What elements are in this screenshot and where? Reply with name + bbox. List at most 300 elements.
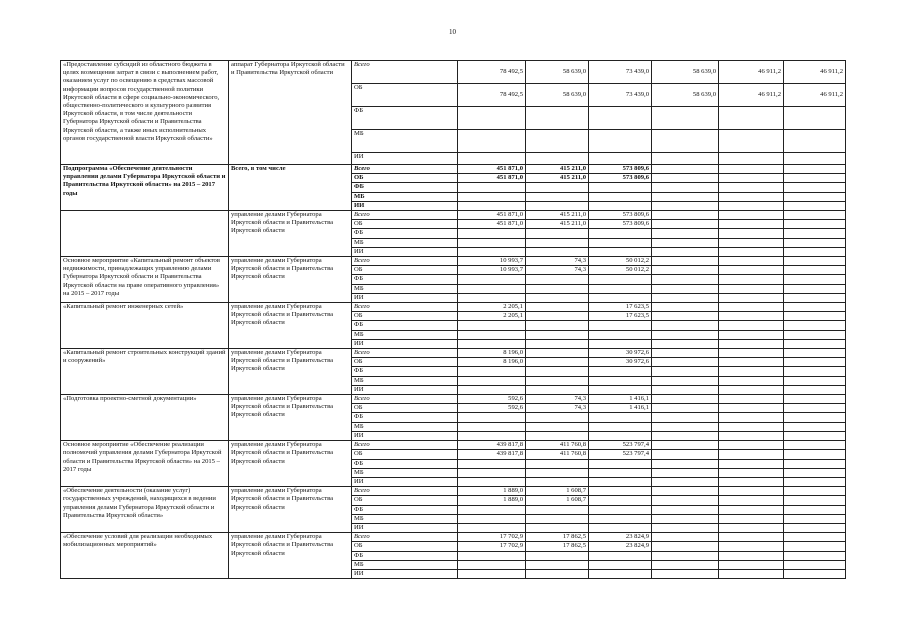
- amount-cell: [526, 551, 589, 560]
- measure-name-cell: [61, 211, 229, 257]
- funding-source-cell: ИИ: [352, 569, 458, 578]
- amount-cell: [652, 542, 719, 551]
- amount-cell: [652, 385, 719, 394]
- amount-cell: [458, 385, 526, 394]
- amount-cell: [719, 459, 784, 468]
- page-number: 10: [449, 28, 456, 36]
- table-row: [61, 61, 846, 84]
- amount-cell: [589, 107, 652, 130]
- amount-cell: [719, 238, 784, 247]
- funding-source-cell: ФБ: [352, 459, 458, 468]
- amount-cell: [526, 468, 589, 477]
- amount-cell: [589, 496, 652, 505]
- amount-cell: [458, 459, 526, 468]
- amount-cell: [652, 533, 719, 542]
- amount-cell: 415 211,0: [526, 165, 589, 174]
- executor-cell: управление делами Губернатора Иркутской области и Правительства Иркутской области: [229, 441, 352, 487]
- amount-cell: [652, 284, 719, 293]
- amount-cell: [652, 413, 719, 422]
- amount-cell: [589, 477, 652, 486]
- amount-cell: [719, 165, 784, 174]
- amount-cell: [652, 238, 719, 247]
- funding-source-cell: ОБ: [352, 404, 458, 413]
- amount-cell: [719, 107, 784, 130]
- amount-cell: [652, 367, 719, 376]
- amount-cell: [719, 487, 784, 496]
- measure-name-cell: «Капитальный ремонт инженерных сетей»: [61, 303, 229, 349]
- measure-name-cell: Основное мероприятие «Обеспечение реализации полномочий управления делами Губернатора Иркутской области и Правительства Иркутской области» на 2015 – 2017 годы: [61, 441, 229, 487]
- amount-cell: [784, 130, 846, 153]
- amount-cell: 58 639,0: [526, 84, 589, 107]
- funding-source-cell: МБ: [352, 376, 458, 385]
- amount-cell: [526, 201, 589, 210]
- amount-cell: 23 824,9: [589, 533, 652, 542]
- amount-cell: [589, 238, 652, 247]
- amount-cell: 451 871,0: [458, 174, 526, 183]
- amount-cell: [719, 321, 784, 330]
- funding-source-cell: ОБ: [352, 84, 458, 107]
- executor-cell: управление делами Губернатора Иркутской области и Правительства Иркутской области: [229, 257, 352, 303]
- amount-cell: [719, 174, 784, 183]
- amount-cell: 23 824,9: [589, 542, 652, 551]
- amount-cell: 17 862,5: [526, 542, 589, 551]
- amount-cell: [652, 174, 719, 183]
- amount-cell: [526, 514, 589, 523]
- amount-cell: 592,6: [458, 404, 526, 413]
- amount-cell: 573 809,6: [589, 165, 652, 174]
- amount-cell: [652, 330, 719, 339]
- amount-cell: [589, 413, 652, 422]
- amount-cell: [719, 330, 784, 339]
- funding-source-cell: Всего: [352, 257, 458, 266]
- amount-cell: [589, 229, 652, 238]
- amount-cell: [784, 404, 846, 413]
- amount-cell: [784, 201, 846, 210]
- funding-source-cell: ФБ: [352, 229, 458, 238]
- amount-cell: [719, 385, 784, 394]
- measure-name-cell: Основное мероприятие «Капитальный ремонт объектов недвижимости, принадлежащих управлению делами Губернатора Иркутской области и Правительства Иркутской области на праве оперативного управления» на 2015 – 2017 годы: [61, 257, 229, 303]
- amount-cell: [784, 293, 846, 302]
- amount-cell: [652, 395, 719, 404]
- amount-cell: [589, 339, 652, 348]
- funding-source-cell: МБ: [352, 560, 458, 569]
- amount-cell: [526, 130, 589, 153]
- amount-cell: [784, 514, 846, 523]
- funding-source-cell: МБ: [352, 330, 458, 339]
- amount-cell: 17 702,9: [458, 533, 526, 542]
- amount-cell: [652, 229, 719, 238]
- amount-cell: [784, 107, 846, 130]
- amount-cell: [719, 431, 784, 440]
- amount-cell: [526, 247, 589, 256]
- amount-cell: 74,3: [526, 395, 589, 404]
- funding-source-cell: МБ: [352, 192, 458, 201]
- funding-source-cell: ФБ: [352, 505, 458, 514]
- amount-cell: [652, 257, 719, 266]
- amount-cell: [784, 174, 846, 183]
- executor-cell: управление делами Губернатора Иркутской области и Правительства Иркутской области: [229, 533, 352, 579]
- amount-cell: [458, 247, 526, 256]
- amount-cell: [652, 551, 719, 560]
- amount-cell: 17 623,5: [589, 303, 652, 312]
- funding-source-cell: ИИ: [352, 247, 458, 256]
- amount-cell: [784, 303, 846, 312]
- amount-cell: [652, 523, 719, 532]
- amount-cell: [526, 431, 589, 440]
- amount-cell: [652, 266, 719, 275]
- amount-cell: [458, 560, 526, 569]
- amount-cell: [458, 293, 526, 302]
- amount-cell: [719, 211, 784, 220]
- amount-cell: [652, 107, 719, 130]
- amount-cell: [526, 349, 589, 358]
- amount-cell: 439 817,8: [458, 441, 526, 450]
- measure-name-cell: Подпрограмма «Обеспечение деятельности управления делами Губернатора Иркутской области и Правительства Иркутской области» на 2015 – 2017 годы: [61, 165, 229, 211]
- amount-cell: [652, 487, 719, 496]
- amount-cell: [784, 533, 846, 542]
- funding-source-cell: ОБ: [352, 450, 458, 459]
- amount-cell: [784, 153, 846, 165]
- amount-cell: 451 871,0: [458, 211, 526, 220]
- amount-cell: 58 639,0: [652, 84, 719, 107]
- amount-cell: 50 012,2: [589, 257, 652, 266]
- amount-cell: 1 416,1: [589, 404, 652, 413]
- amount-cell: [784, 450, 846, 459]
- funding-source-cell: Всего: [352, 487, 458, 496]
- amount-cell: 30 972,6: [589, 358, 652, 367]
- amount-cell: [458, 514, 526, 523]
- amount-cell: 439 817,8: [458, 450, 526, 459]
- amount-cell: [458, 477, 526, 486]
- amount-cell: [526, 459, 589, 468]
- amount-cell: [719, 533, 784, 542]
- funding-source-cell: ИИ: [352, 523, 458, 532]
- funding-source-cell: ИИ: [352, 477, 458, 486]
- amount-cell: 17 623,5: [589, 312, 652, 321]
- amount-cell: 10 993,7: [458, 266, 526, 275]
- amount-cell: [589, 321, 652, 330]
- amount-cell: [526, 293, 589, 302]
- amount-cell: [526, 321, 589, 330]
- amount-cell: 74,3: [526, 404, 589, 413]
- amount-cell: [526, 569, 589, 578]
- amount-cell: [589, 192, 652, 201]
- amount-cell: 10 993,7: [458, 257, 526, 266]
- amount-cell: 73 439,0: [589, 84, 652, 107]
- funding-source-cell: МБ: [352, 284, 458, 293]
- amount-cell: [784, 358, 846, 367]
- amount-cell: [589, 293, 652, 302]
- amount-cell: [458, 321, 526, 330]
- amount-cell: [784, 220, 846, 229]
- amount-cell: 1 889,0: [458, 496, 526, 505]
- amount-cell: 415 211,0: [526, 220, 589, 229]
- funding-source-cell: ФБ: [352, 367, 458, 376]
- amount-cell: [458, 330, 526, 339]
- amount-cell: [719, 339, 784, 348]
- funding-source-cell: Всего: [352, 533, 458, 542]
- funding-source-cell: Всего: [352, 61, 458, 84]
- amount-cell: [719, 220, 784, 229]
- amount-cell: [526, 275, 589, 284]
- funding-source-cell: ФБ: [352, 275, 458, 284]
- amount-cell: [784, 431, 846, 440]
- amount-cell: [589, 431, 652, 440]
- amount-cell: [784, 496, 846, 505]
- amount-cell: [458, 339, 526, 348]
- amount-cell: [526, 523, 589, 532]
- funding-source-cell: ОБ: [352, 496, 458, 505]
- table-row: [61, 257, 846, 266]
- amount-cell: [784, 367, 846, 376]
- amount-cell: 50 012,2: [589, 266, 652, 275]
- amount-cell: [589, 459, 652, 468]
- amount-cell: [784, 165, 846, 174]
- amount-cell: 1 608,7: [526, 487, 589, 496]
- amount-cell: [458, 183, 526, 192]
- measure-name-cell: «Подготовка проектно-сметной документации»: [61, 395, 229, 441]
- amount-cell: [589, 551, 652, 560]
- amount-cell: [526, 153, 589, 165]
- amount-cell: 2 205,1: [458, 303, 526, 312]
- amount-cell: [719, 293, 784, 302]
- executor-cell: аппарат Губернатора Иркутской области и Правительства Иркутской области: [229, 61, 352, 165]
- amount-cell: [719, 560, 784, 569]
- amount-cell: [652, 441, 719, 450]
- amount-cell: [719, 303, 784, 312]
- amount-cell: [589, 367, 652, 376]
- amount-cell: [784, 395, 846, 404]
- amount-cell: [458, 413, 526, 422]
- funding-source-cell: ФБ: [352, 107, 458, 130]
- amount-cell: [719, 523, 784, 532]
- amount-cell: 573 809,6: [589, 174, 652, 183]
- amount-cell: [784, 459, 846, 468]
- amount-cell: [652, 560, 719, 569]
- amount-cell: [719, 275, 784, 284]
- amount-cell: 8 196,0: [458, 349, 526, 358]
- amount-cell: [526, 560, 589, 569]
- amount-cell: [458, 431, 526, 440]
- amount-cell: [589, 275, 652, 284]
- measure-name-cell: «Капитальный ремонт строительных конструкций зданий и сооружений»: [61, 349, 229, 395]
- amount-cell: 1 608,7: [526, 496, 589, 505]
- amount-cell: 74,3: [526, 257, 589, 266]
- amount-cell: [652, 422, 719, 431]
- executor-cell: управление делами Губернатора Иркутской области и Правительства Иркутской области: [229, 303, 352, 349]
- amount-cell: [784, 229, 846, 238]
- amount-cell: [719, 192, 784, 201]
- amount-cell: [784, 376, 846, 385]
- amount-cell: [784, 183, 846, 192]
- amount-cell: [589, 523, 652, 532]
- amount-cell: [784, 523, 846, 532]
- amount-cell: [652, 192, 719, 201]
- funding-source-cell: Всего: [352, 211, 458, 220]
- amount-cell: 573 809,6: [589, 211, 652, 220]
- amount-cell: [458, 367, 526, 376]
- amount-cell: [719, 183, 784, 192]
- funding-source-cell: МБ: [352, 130, 458, 153]
- amount-cell: 46 911,2: [784, 61, 846, 84]
- executor-cell: Всего, в том числе: [229, 165, 352, 211]
- funding-source-cell: ИИ: [352, 201, 458, 210]
- amount-cell: 415 211,0: [526, 174, 589, 183]
- amount-cell: 411 760,8: [526, 450, 589, 459]
- amount-cell: [652, 339, 719, 348]
- amount-cell: [526, 413, 589, 422]
- amount-cell: [719, 284, 784, 293]
- amount-cell: [652, 376, 719, 385]
- amount-cell: [784, 247, 846, 256]
- amount-cell: [458, 153, 526, 165]
- funding-source-cell: ИИ: [352, 385, 458, 394]
- amount-cell: [652, 312, 719, 321]
- amount-cell: [719, 514, 784, 523]
- amount-cell: [458, 468, 526, 477]
- amount-cell: 78 492,5: [458, 61, 526, 84]
- amount-cell: [719, 266, 784, 275]
- amount-cell: [719, 450, 784, 459]
- amount-cell: [784, 505, 846, 514]
- funding-source-cell: Всего: [352, 349, 458, 358]
- funding-source-cell: ОБ: [352, 266, 458, 275]
- funding-source-cell: ОБ: [352, 174, 458, 183]
- amount-cell: [784, 560, 846, 569]
- amount-cell: [784, 487, 846, 496]
- funding-source-cell: ФБ: [352, 413, 458, 422]
- amount-cell: [458, 107, 526, 130]
- amount-cell: [458, 523, 526, 532]
- amount-cell: [458, 569, 526, 578]
- amount-cell: [719, 312, 784, 321]
- executor-cell: управление делами Губернатора Иркутской области и Правительства Иркутской области: [229, 211, 352, 257]
- amount-cell: 73 439,0: [589, 61, 652, 84]
- funding-source-cell: ФБ: [352, 551, 458, 560]
- amount-cell: [784, 422, 846, 431]
- amount-cell: [526, 339, 589, 348]
- amount-cell: [784, 339, 846, 348]
- amount-cell: [719, 153, 784, 165]
- amount-cell: [652, 349, 719, 358]
- amount-cell: [526, 183, 589, 192]
- amount-cell: [652, 220, 719, 229]
- amount-cell: 523 797,4: [589, 441, 652, 450]
- amount-cell: [784, 385, 846, 394]
- amount-cell: [526, 330, 589, 339]
- amount-cell: 592,6: [458, 395, 526, 404]
- amount-cell: [458, 238, 526, 247]
- amount-cell: [458, 376, 526, 385]
- amount-cell: [719, 413, 784, 422]
- funding-source-cell: Всего: [352, 303, 458, 312]
- amount-cell: [784, 275, 846, 284]
- amount-cell: [589, 560, 652, 569]
- amount-cell: [526, 505, 589, 514]
- amount-cell: 46 911,2: [719, 84, 784, 107]
- amount-cell: [458, 229, 526, 238]
- amount-cell: [652, 431, 719, 440]
- amount-cell: [526, 422, 589, 431]
- amount-cell: [652, 247, 719, 256]
- amount-cell: 411 760,8: [526, 441, 589, 450]
- amount-cell: [719, 569, 784, 578]
- amount-cell: [526, 385, 589, 394]
- amount-cell: 2 205,1: [458, 312, 526, 321]
- amount-cell: 451 871,0: [458, 220, 526, 229]
- amount-cell: [652, 211, 719, 220]
- amount-cell: [652, 404, 719, 413]
- funding-source-cell: Всего: [352, 441, 458, 450]
- amount-cell: [719, 422, 784, 431]
- amount-cell: [652, 153, 719, 165]
- amount-cell: [719, 349, 784, 358]
- amount-cell: 1 889,0: [458, 487, 526, 496]
- amount-cell: [652, 165, 719, 174]
- amount-cell: [589, 330, 652, 339]
- amount-cell: [652, 505, 719, 514]
- measure-name-cell: «Обеспечение условий для реализации необходимых мобилизационных мероприятий»: [61, 533, 229, 579]
- executor-cell: управление делами Губернатора Иркутской области и Правительства Иркутской области: [229, 395, 352, 441]
- measure-name-cell: «Предоставление субсидий из областного бюджета в целях возмещения затрат в связи с выполнением работ, оказанием услуг по освещению в средствах массовой информации вопросов государственной политики Иркутской области в сфере социально-экономического, общественно-политического и культурного развития Иркутской области, в том числе деятельности Губернатора Иркутской области и Правительства Иркутской области, а также иных исполнительных органов государственной власти Иркутской области»: [61, 61, 229, 165]
- amount-cell: [652, 468, 719, 477]
- amount-cell: [458, 201, 526, 210]
- amount-cell: 58 639,0: [526, 61, 589, 84]
- amount-cell: [589, 376, 652, 385]
- amount-cell: [589, 487, 652, 496]
- amount-cell: [589, 468, 652, 477]
- amount-cell: 78 492,5: [458, 84, 526, 107]
- amount-cell: [458, 551, 526, 560]
- amount-cell: [526, 192, 589, 201]
- funding-source-cell: ИИ: [352, 339, 458, 348]
- table-row: [61, 487, 846, 496]
- amount-cell: 58 639,0: [652, 61, 719, 84]
- amount-cell: 451 871,0: [458, 165, 526, 174]
- table-row: [61, 211, 846, 220]
- amount-cell: [719, 229, 784, 238]
- amount-cell: [784, 238, 846, 247]
- funding-source-cell: ИИ: [352, 153, 458, 165]
- funding-source-cell: ОБ: [352, 542, 458, 551]
- table-row: [61, 349, 846, 358]
- funding-source-cell: МБ: [352, 422, 458, 431]
- amount-cell: [526, 367, 589, 376]
- amount-cell: [526, 303, 589, 312]
- amount-cell: [784, 468, 846, 477]
- amount-cell: [784, 284, 846, 293]
- amount-cell: 573 809,6: [589, 220, 652, 229]
- amount-cell: [719, 441, 784, 450]
- amount-cell: [784, 257, 846, 266]
- amount-cell: [652, 358, 719, 367]
- funding-source-cell: ОБ: [352, 312, 458, 321]
- amount-cell: [719, 358, 784, 367]
- amount-cell: [719, 477, 784, 486]
- amount-cell: [652, 514, 719, 523]
- amount-cell: [652, 459, 719, 468]
- table-row: [61, 303, 846, 312]
- amount-cell: [589, 505, 652, 514]
- amount-cell: [652, 569, 719, 578]
- amount-cell: [784, 569, 846, 578]
- funding-source-cell: ОБ: [352, 358, 458, 367]
- executor-cell: управление делами Губернатора Иркутской области и Правительства Иркутской области: [229, 349, 352, 395]
- amount-cell: [719, 551, 784, 560]
- amount-cell: [589, 514, 652, 523]
- table-row: [61, 165, 846, 174]
- amount-cell: [526, 284, 589, 293]
